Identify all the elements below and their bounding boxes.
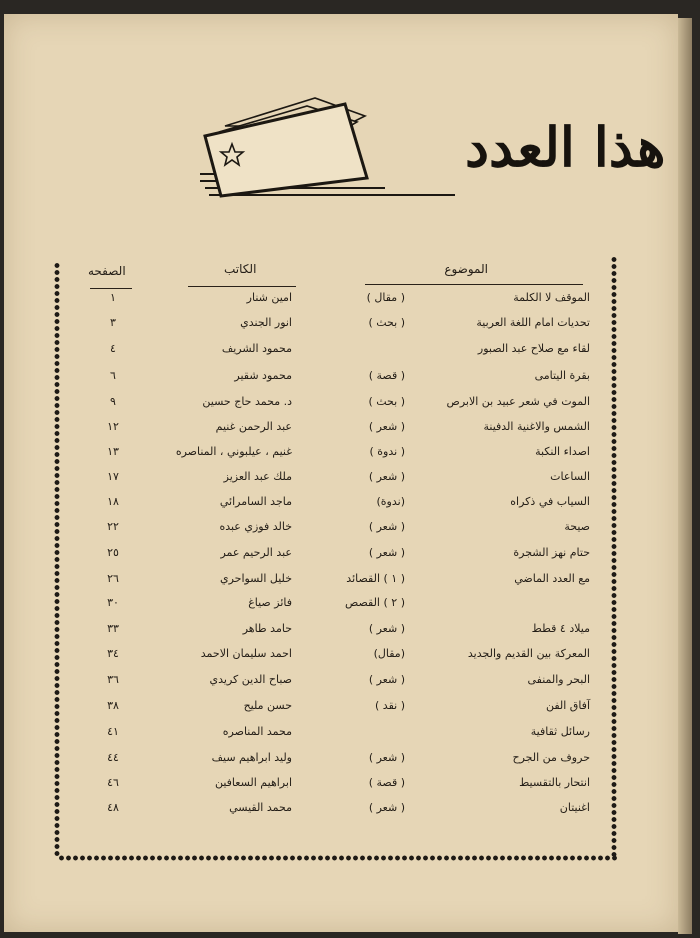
toc-row-type: ( مقال ) (366, 291, 405, 304)
toc-row-type: ( شعر ) (368, 546, 405, 559)
toc-row-topic: الساعات (550, 470, 590, 483)
toc-row-type: ( نقد ) (375, 699, 405, 712)
toc-row-author: حامد طاهر (242, 622, 292, 635)
toc-row-author: د. محمد حاج حسين (202, 395, 292, 408)
toc-row-topic: تحديات امام اللغة العربية (476, 316, 590, 329)
toc-row-topic: المعركة بين القديم والجديد (467, 647, 590, 660)
toc-row-type: ( بحث ) (368, 316, 405, 329)
toc-row-page: ٣٨ (107, 699, 119, 712)
toc-row-page: ٢٦ (107, 572, 119, 585)
toc-row-topic: ميلاد ٤ قطط (531, 622, 590, 635)
toc-row-author: صباح الدين كريدي (209, 673, 292, 686)
toc-row-topic: الشمس والاغنية الدفينة (483, 420, 590, 433)
toc-row-topic: آفاق الفن (545, 699, 590, 712)
toc-row-author: ابراهيم السعافين (214, 776, 292, 789)
toc-row-page: ٦ (110, 369, 116, 382)
toc-row-page: ٢٥ (107, 546, 119, 559)
header-title: هذا العدد (465, 115, 666, 179)
toc-row-topic: اصداء النكبة (535, 445, 590, 458)
column-header-page: الصفحه (88, 264, 126, 278)
toc-row-page: ١٧ (107, 470, 119, 483)
toc-row-author: محمد المناصره (222, 725, 292, 738)
toc-row-author: احمد سليمان الاحمد (200, 647, 292, 660)
toc-row-page: ٣٦ (107, 673, 119, 686)
toc-row-topic: صيحة (564, 520, 590, 533)
toc-row-page: ٣٣ (107, 622, 119, 635)
toc-row-topic: السياب في ذكراه (510, 495, 590, 508)
toc-row-type: ( شعر ) (368, 470, 405, 483)
toc-row-type: ( شعر ) (368, 520, 405, 533)
toc-row-type: ( شعر ) (368, 420, 405, 433)
column-header-topic: الموضوع (444, 262, 488, 276)
toc-row-type: ( ١ ) القصائد (346, 572, 405, 585)
toc-row-type: ( شعر ) (368, 673, 405, 686)
toc-row-type: (ندوة) (376, 495, 405, 508)
toc-row-author: غنيم ، عيلبوني ، المناصره (175, 445, 292, 458)
toc-row-page: ٤٤ (107, 751, 119, 764)
toc-row-topic: حروف من الجرح (512, 751, 590, 764)
toc-row-page: ٣ (110, 316, 116, 329)
toc-row-author: خالد فوزي عبده (219, 520, 292, 533)
toc-row-topic: انتحار بالتقسيط (519, 776, 590, 789)
toc-row-page: ١ (110, 291, 116, 304)
toc-row-topic: مع العدد الماضي (514, 572, 590, 585)
toc-row-type: ( ٢ ) القصص (345, 596, 405, 609)
toc-row-author: ماجد السامرائي (219, 495, 292, 508)
toc-row-topic: بقرة اليتامى (534, 369, 590, 382)
toc-row-type: ( شعر ) (368, 751, 405, 764)
toc-row-author: خليل السواحري (219, 572, 292, 585)
toc-row-type: ( شعر ) (368, 622, 405, 635)
toc-row-author: عبد الرحمن غنيم (215, 420, 292, 433)
toc-row-type: ( بحث ) (368, 395, 405, 408)
toc-row-author: ملك عبد العزيز (223, 470, 292, 483)
toc-row-topic: الموت في شعر عبيد بن الابرص (446, 395, 590, 408)
toc-row-topic: الموقف لا الكلمة (513, 291, 590, 304)
toc-row-author: فائز صياغ (248, 596, 292, 609)
toc-row-author: امين شنار (246, 291, 292, 304)
toc-row-author: وليد ابراهيم سيف (211, 751, 292, 764)
toc-row-topic: حتام نهز الشجرة (513, 546, 590, 559)
toc-row-type: (مقال) (373, 647, 405, 660)
toc-row-topic: اغنيتان (559, 801, 590, 814)
toc-row-type: ( شعر ) (368, 801, 405, 814)
toc-row-topic: البحر والمنفى (527, 673, 590, 686)
toc-row-author: انور الجندي (240, 316, 292, 329)
toc-row-page: ١٨ (107, 495, 119, 508)
toc-row-topic: رسائل ثقافية (530, 725, 590, 738)
toc-row-type: ( ندوة ) (369, 445, 405, 458)
toc-row-author: حسن مليح (243, 699, 292, 712)
toc-row-page: ٤١ (107, 725, 119, 738)
toc-row-author: محمد القيسي (229, 801, 292, 814)
toc-row-topic: لقاء مع صلاح عبد الصبور (477, 342, 590, 355)
column-header-author: الكاتب (224, 262, 257, 276)
toc-row-page: ٤٨ (107, 801, 119, 814)
toc-row-author: محمود الشريف (221, 342, 292, 355)
toc-row-page: ٩ (110, 395, 116, 408)
toc-row-page: ٤٦ (107, 776, 119, 789)
toc-row-page: ٣٠ (107, 596, 119, 609)
toc-row-author: عبد الرحيم عمر (220, 546, 292, 559)
toc-row-type: ( قصة ) (368, 776, 405, 789)
toc-row-type: ( قصة ) (368, 369, 405, 382)
toc-row-page: ١٣ (107, 445, 119, 458)
toc-row-page: ٢٢ (107, 520, 119, 533)
toc-row-page: ٣٤ (107, 647, 119, 660)
toc-row-author: محمود شقير (234, 369, 292, 382)
toc-row-page: ٤ (110, 342, 116, 355)
toc-row-page: ١٢ (107, 420, 119, 433)
